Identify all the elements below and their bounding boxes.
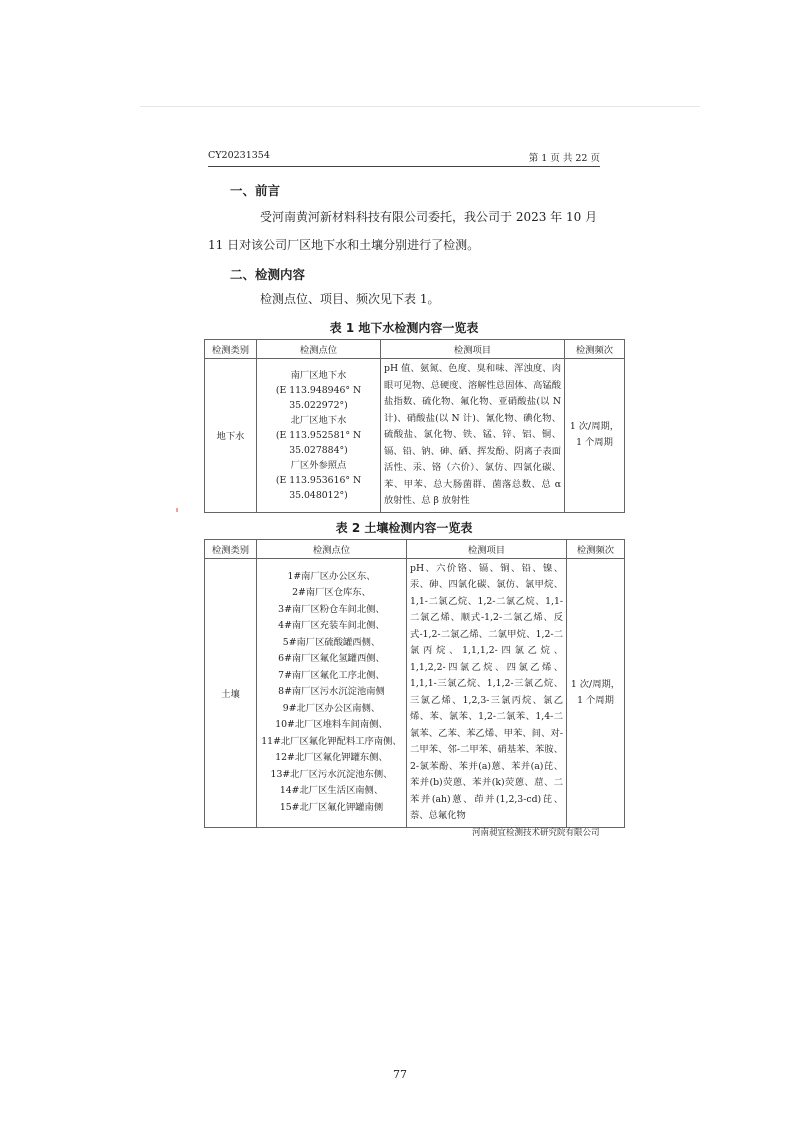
table2-category: 土壤	[205, 558, 257, 827]
page-count: 第 1 页 共 22 页	[528, 153, 600, 164]
section-content-title: 二、检测内容	[230, 267, 306, 282]
table1-row	[205, 359, 625, 513]
table2-row	[205, 558, 625, 827]
preface-line-1: 受河南黄河新材料科技有限公司委托，我公司于 2023 年 10 月	[260, 210, 598, 224]
table2-items: pH、六价铬、镉、铜、铅、镍、汞、砷、四氯化碳、氯仿、氯甲烷、1,1-二氯乙烷、1,2-二氯乙烷、1,1-二氯乙烯、顺式-1,2-二氯乙烯、反式-1,2-二氯乙烯、二氯甲烷、1,2-二氯丙烷、1,1,1,2-四氯乙烷、1,1,2,2-四氯乙烷、四氯乙烯、1,1,1-三氯乙烷、1,1,2-三氯乙烷、三氯乙烯、1,2,3-三氯丙烷、氯乙烯、苯、氯苯、1,2-二氯苯、1,4-二氯苯、乙苯、苯乙烯、甲苯、间、对-二甲苯、邻-二甲苯、硝基苯、苯胺、2-氯苯酚、苯并(a)蒽、苯并(a)芘、苯并(b)荧蒽、苯并(k)荧蒽、䓛、二苯并(ah)蒽、茚并(1,2,3-cd)芘、萘、总氟化物	[407, 558, 567, 827]
table2-caption: 表 2 土壤检测内容一览表	[335, 520, 473, 535]
location-coord: (E 113.952581° N 35.027884°)	[275, 429, 362, 456]
sample-point: 10#北厂区堆料车间南侧、	[275, 719, 388, 731]
section-preface-title: 一、前言	[230, 183, 281, 198]
table1-locations	[257, 359, 381, 513]
footer-organization: 河南昶宜检测技术研究院有限公司	[472, 828, 600, 838]
table1-header-frequency: 检测频次	[565, 340, 625, 359]
table1-category: 地下水	[205, 359, 257, 513]
location-coord: (E 113.953616° N 35.048012°)	[275, 474, 362, 501]
table2-frequency: 1 次/周期，1 个周期	[567, 558, 625, 827]
table2-header-location: 检测点位	[257, 539, 407, 558]
sample-point: 13#北厂区污水沉淀池东侧、	[270, 768, 393, 780]
sample-point: 2#南厂区仓库东、	[292, 587, 371, 599]
location-name: 北厂区地下水	[290, 414, 347, 426]
sample-point: 14#北厂区生活区南侧、	[279, 785, 384, 797]
document-page	[208, 146, 621, 828]
sample-point: 8#南厂区污水沉淀池南侧	[278, 686, 385, 698]
table1	[204, 339, 625, 513]
table1-frequency: 1 次/周期，1 个周期	[565, 359, 625, 513]
location-coord: (E 113.948946° N 35.022972°)	[275, 384, 362, 411]
table1-caption: 表 1 地下水检测内容一览表	[329, 321, 479, 335]
report-code: CY20231354	[208, 150, 270, 161]
sample-point: 4#南厂区充装车间北侧、	[278, 620, 385, 632]
table2	[204, 539, 625, 828]
sample-point: 11#北厂区氟化钾配料工序南侧、	[261, 735, 402, 747]
table2-locations	[257, 558, 407, 827]
table1-header-location: 检测点位	[257, 340, 381, 359]
table1-header-row	[205, 340, 625, 359]
table2-header-row	[205, 539, 625, 558]
location-name: 厂区外参照点	[290, 459, 347, 471]
sample-point: 9#北厂区办公区南侧、	[282, 702, 381, 714]
page-header	[208, 146, 600, 167]
table1-items: pH 值、氨氮、色度、臭和味、浑浊度、肉眼可见物、总硬度、溶解性总固体、高锰酸盐指数、硫化物、氟化物、亚硝酸盐(以 N 计)、硝酸盐(以 N 计)、氰化物、碘化物、硫酸盐、氯化物、铁、锰、锌、铝、铜、镉、铅、钠、砷、硒、挥发酚、阴离子表面活性、汞、铬（六价）、氯仿、四氯化碳、苯、甲苯、总大肠菌群、菌落总数、总 α 放射性、总 β 放射性	[381, 359, 565, 513]
table2-header-items: 检测项目	[407, 539, 567, 558]
top-rule	[140, 106, 700, 107]
table2-header-category: 检测类别	[205, 539, 257, 558]
table2-header-frequency: 检测频次	[567, 539, 625, 558]
sample-point: 7#南厂区氟化工序北侧、	[278, 669, 385, 681]
sample-point: 3#南厂区粉仓车间北侧、	[278, 603, 385, 615]
sample-point: 1#南厂区办公区东、	[287, 570, 376, 582]
table1-header-category: 检测类别	[205, 340, 257, 359]
sample-point: 15#北厂区氟化钾罐南侧	[279, 801, 384, 813]
table1-header-items: 检测项目	[381, 340, 565, 359]
content-intro: 检测点位、项目、频次见下表 1。	[260, 292, 440, 306]
sample-point: 5#南厂区硫酸罐西侧、	[282, 636, 381, 648]
location-name: 南厂区地下水	[290, 369, 347, 381]
page-number: 77	[393, 1068, 407, 1081]
preface-line-2: 11 日对该公司厂区地下水和土壤分别进行了检测。	[208, 238, 480, 252]
margin-mark	[176, 508, 178, 512]
sample-point: 12#北厂区氟化钾罐东侧、	[275, 752, 388, 764]
sample-point: 6#南厂区氟化氢罐西侧、	[278, 653, 385, 665]
